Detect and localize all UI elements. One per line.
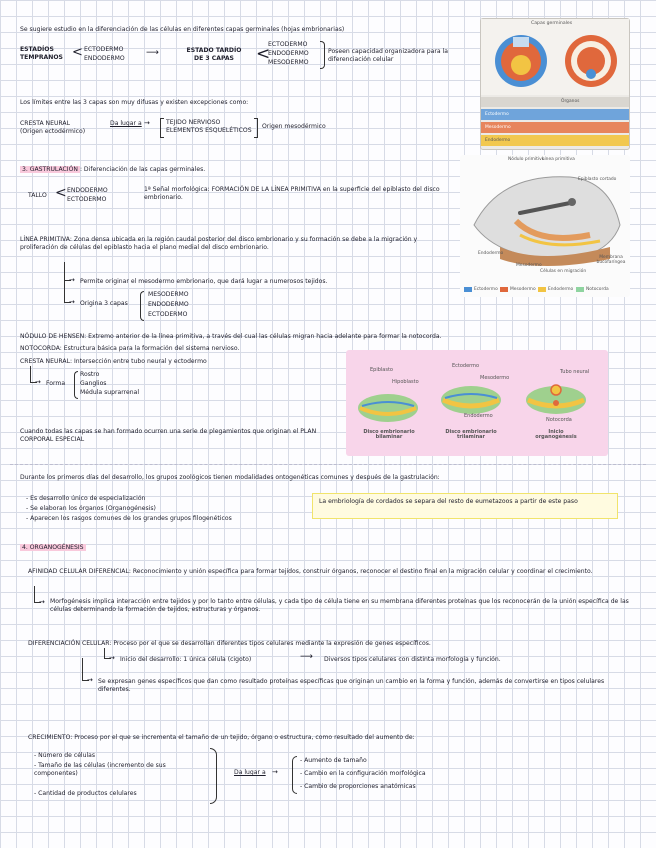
crec-result-2-text: Cambio en la configuración morfológica <box>304 770 426 777</box>
section-title: 3. GASTRULACIÓN <box>22 166 78 173</box>
note-box <box>312 493 618 519</box>
gives-rise-label: Da lugar a <box>110 120 142 127</box>
early-item-1: ECTODERMO <box>84 46 124 53</box>
fig3-label-endodermo: Endodermo <box>464 413 493 419</box>
cresta-item-2: ELEMENTOS ESQUELÉTICOS <box>166 127 252 134</box>
primitive-streak-figure <box>460 155 630 297</box>
gives-rise-label: Da lugar a <box>234 769 266 776</box>
fig3-label-epiblasto: Epiblasto <box>370 367 393 373</box>
crec-result-3: - Cambio de proporciones anatómicas <box>300 783 416 790</box>
arrow-icon: → <box>69 298 75 306</box>
origina-item-3: ECTODERMO <box>148 311 188 318</box>
crec-item-2: - Tamaño de las células (incremento de sus componentes) <box>34 762 166 777</box>
tallo-label: TALLO <box>28 192 47 199</box>
forma-label: Forma <box>46 380 66 387</box>
cuando-text: Cuando todas las capas se han formado ocurren una serie de plegamientos que originan el PLAN CORPORAL ESPECIAL <box>20 428 317 443</box>
bracket-right <box>210 748 217 804</box>
fig2-label-membrane: Membrana bucofaríngea <box>596 255 626 265</box>
early-item-2: ENDODERMO <box>84 55 125 62</box>
fig2-legend-noto: Notocorda <box>586 287 609 292</box>
organogenesis-heading <box>20 544 86 552</box>
crec-item-3: - Cantidad de productos celulares <box>34 790 137 797</box>
late-item-3: MESODERMO <box>268 59 309 66</box>
crecimiento-text: CRECIMIENTO: Proceso por el que se incrementa el tamaño de un tejido, órgano o estructura, como resultado del aumento de: <box>28 734 415 741</box>
durante-item-2-text: Se elaboran los órganos (Organogénesis) <box>30 505 156 512</box>
crec-item-3-text: Cantidad de productos celulares <box>38 790 137 797</box>
crec-result-2: - Cambio en la configuración morfológica <box>300 770 426 777</box>
limits-text: Los límites entre las 3 capas son muy difusas y existen excepciones como: <box>20 99 249 106</box>
divider <box>10 464 646 465</box>
section-title: 4. ORGANOGÉNESIS <box>22 544 84 551</box>
arrow-icon: → <box>35 378 41 386</box>
fig2-label-linea: Línea primitiva <box>542 157 575 162</box>
arrow-icon: ⟶ <box>300 652 313 662</box>
arrow-icon: → <box>272 768 278 776</box>
notocorda-text: NOTOCORDA: Estructura básica para la formación del sistema nervioso. <box>20 345 240 352</box>
late-item-2: ENDODERMO <box>268 50 309 57</box>
inicio-text: Inicio del desarrollo: 1 única célula (cigoto) <box>120 656 252 663</box>
fig3-label-mesodermo: Mesodermo <box>480 375 510 381</box>
germ-layers-figure <box>480 18 630 150</box>
fig3-caption-bilaminar: Disco embrionario bilaminar <box>363 429 415 440</box>
tallo-item-1: ENDODERMO <box>67 187 108 194</box>
morfogenesis-text: Morfogénesis implica interacción entre tejidos y por lo tanto entre células, y cada tipo de célula tiene en su membrana diferentes proteínas que los reconocerán de la unión específica de las células determinando la formación de tejidos, estructuras y órganos. <box>50 598 629 613</box>
expresan-text: Se expresan genes específicos que dan como resultado proteínas específicas que originan un cambio en la forma y función, además de convertirse en tipos celulares diferentes. <box>98 678 605 693</box>
brace-mid: < <box>256 44 271 64</box>
fig3-caption-organogenesis: Inicio organogénesis <box>535 429 577 440</box>
first-sign-text: 1ª Señal morfológica: FORMACIÓN DE LA LÍNEA PRIMITIVA en la superficie del epiblasto del disco embrionario. <box>144 186 440 201</box>
durante-item-1: - Es desarrollo único de especialización <box>26 495 146 502</box>
crec-item-2-text: Tamaño de las células (incremento de sus componentes) <box>34 762 166 777</box>
origen-text: Origen mesodérmico <box>262 123 326 130</box>
intro-text: Se sugiere estudio en la diferenciación de las células en diferentes capas germinales (hojas embrionarias) <box>20 26 345 33</box>
fig2-label-epiblasto: Epiblasto cortado <box>578 177 617 182</box>
note-text: La embriología de cordados se separa del resto de eumetazoos a partir de este paso <box>319 498 578 505</box>
bracket <box>74 371 78 399</box>
crec-item-1-text: Número de células <box>38 752 96 759</box>
durante-item-2: - Se elaboran los órganos (Organogénesis) <box>26 505 156 512</box>
origina-item-2: ENDODERMO <box>148 301 189 308</box>
fig1-header: Capas germinales <box>531 21 573 26</box>
fig2-legend-meso: Mesodermo <box>510 287 536 292</box>
crec-result-1: - Aumento de tamaño <box>300 757 367 764</box>
arrow-icon: → <box>109 654 115 662</box>
crec-item-1: - Número de células <box>34 752 96 759</box>
brace-left: < <box>72 45 83 60</box>
bracket <box>160 118 164 138</box>
forma-item-1: Rostro <box>80 371 100 378</box>
fig3-label-ectodermo: Ectodermo <box>452 363 480 369</box>
crec-result-3-text: Cambio de proporciones anatómicas <box>304 783 416 790</box>
durante-item-3: - Aparecen los rasgos comunes de los grandes grupos filogenéticos <box>26 515 232 522</box>
bracket <box>254 118 258 138</box>
capacity-note: Poseen capacidad organizadora para la diferenciación celular <box>328 48 448 63</box>
arrow-icon: → <box>87 676 93 684</box>
gastrulation-heading <box>20 166 205 174</box>
cresta-label: CRESTA NEURAL (Origen ectodérmico) <box>20 120 86 135</box>
bracket <box>140 291 144 321</box>
durante-item-1-text: Es desarrollo único de especialización <box>30 495 146 502</box>
fig2-legend-ecto: Ectodermo <box>474 287 498 292</box>
durante-text: Durante los primeros días del desarrollo, los grupos zoológicos tienen modalidades ontogenéticas comunes y después de la gastrulación: <box>20 474 440 481</box>
fig2-label-nodulo: Nódulo primitivo <box>508 157 545 162</box>
durante-item-3-text: Aparecen los rasgos comunes de los grandes grupos filogenéticos <box>30 515 232 522</box>
forma-item-2: Ganglios <box>80 380 107 387</box>
afinidad-text: AFINIDAD CELULAR DIFERENCIAL: Reconocimiento y unión específica para formar tejidos, construir órganos, reconocer el destino final en la migración celular y coordinar el crecimiento. <box>28 568 593 575</box>
section-title-rest: : Diferenciación de las capas germinales. <box>79 166 206 173</box>
linea-primitiva-text: LÍNEA PRIMITIVA: Zona densa ubicada en la región caudal posterior del disco embrionario y su formación se debe a la migración y proliferación de células del epiblasto hacia el plano medial del disco embrionario. <box>20 236 418 251</box>
fig2-label-endo: Endodermo <box>478 251 504 256</box>
fig3-caption-trilaminar: Disco embrionario trilaminar <box>445 429 497 440</box>
permite-text: Permite originar el mesodermo embrionario, que dará lugar a numerosos tejidos. <box>80 278 328 285</box>
fig1-row-endo: Endodermo <box>485 138 511 143</box>
fig2-label-cells: Células en migración <box>540 269 587 274</box>
early-stages-label: ESTADÍOS TEMPRANOS <box>20 46 63 61</box>
bracket <box>292 756 297 794</box>
inicio-result: Diversos tipos celulares con distinta morfología y función. <box>324 656 501 663</box>
arrow-icon: → <box>144 119 150 127</box>
origina-item-1: MESODERMO <box>148 291 189 298</box>
fig3-label-hipoblasto: Hipoblasto <box>392 379 419 385</box>
diferenciacion-text: DIFERENCIACIÓN CELULAR: Proceso por el que se desarrollan diferentes tipos celulares mediante la expresión de genes específicos. <box>28 640 431 647</box>
fig3-label-notocorda: Notocorda <box>546 417 572 423</box>
embryo-discs-figure <box>346 350 608 456</box>
fig2-legend-endo: Endodermo <box>548 287 574 292</box>
fig3-label-tubo: Tubo neural <box>560 369 590 375</box>
tallo-item-2: ECTODERMO <box>67 196 107 203</box>
fig2-label-meso: Mesodermo <box>516 263 542 268</box>
bracket-right <box>320 41 325 69</box>
fig1-table-header: Órganos <box>561 99 580 104</box>
origina-text: Origina 3 capas <box>80 300 128 307</box>
crec-result-1-text: Aumento de tamaño <box>304 757 367 764</box>
nodulo-text: NÓDULO DE HENSEN: Extremo anterior de la línea primitiva, a través del cual las células migran hacia adelante para formar la notocorda. <box>20 333 442 340</box>
late-item-1: ECTODERMO <box>268 41 308 48</box>
forma-item-3: Médula suprarrenal <box>80 389 140 396</box>
brace-left: < <box>55 185 67 201</box>
arrow-icon: → <box>39 598 45 606</box>
arrow-icon: → <box>69 276 75 284</box>
late-stage-label: ESTADO TARDÍO DE 3 CAPAS <box>186 47 242 62</box>
cresta-item-1: TEJIDO NERVIOSO <box>166 119 221 126</box>
fig1-row-ecto: Ectodermo <box>485 112 509 117</box>
arrow-icon: ⟶ <box>146 48 159 58</box>
cresta-neural-text: CRESTA NEURAL: Intersección entre tubo neural y ectodermo <box>20 358 207 365</box>
fig1-row-meso: Mesodermo <box>485 125 511 130</box>
